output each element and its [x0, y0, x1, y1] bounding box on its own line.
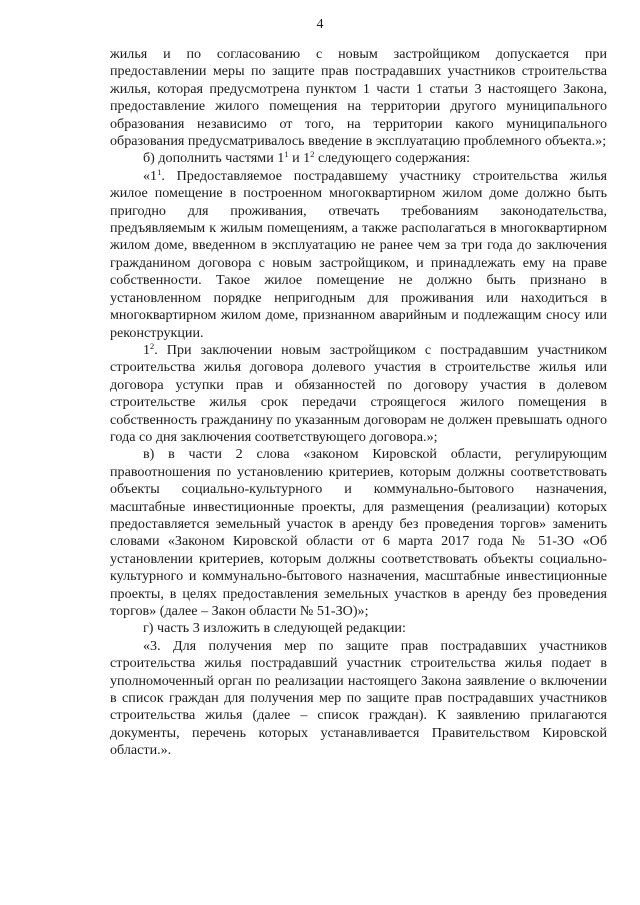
paragraph-part-3	[110, 638, 607, 760]
paragraph-text: б) дополнить частями 1	[143, 150, 285, 167]
superscript: 1	[284, 149, 289, 160]
paragraph-item-b	[110, 150, 607, 167]
paragraph-text: «3. Для получения мер по защите прав пострадавших участников строительства жилья пострадавший участник строительства жилья подает в уполномоченный орган по реализации настоящего Закона заявление о включении в список граждан для получения мер по защите прав пострадавших участников строительства жилья (далее – список граждан). К заявлению прилагаются документы, перечень которых устанавливается Правительством Кировской области.».	[110, 637, 607, 759]
paragraph-text: и 1	[288, 150, 311, 167]
paragraph-part-1-1	[110, 168, 607, 342]
paragraph-text: в) в части 2 слова «законом Кировской области, регулирующим правоотношения по установлению критериев, которым должны соответствовать объекты социально-культурного и коммунально-бытового назначения, масштабные инвестиционные проекты, для размещения (реализации) которых предоставляется земельный участок в аренду без проведения торгов» заменить словами «Законом Кировской области от 6 марта 2017 года № 51-ЗО «Об установлении критериев, которым должны соответствовать объекты социально-культурного и коммунально-бытового назначения, масштабные инвестиционные проекты, в целях предоставления земельных участков в аренду без проведения торгов» (далее – Закон области № 51-ЗО)»;	[110, 446, 607, 619]
paragraph-text: г) часть 3 изложить в следующей редакции:	[143, 620, 406, 637]
paragraph-item-v	[110, 446, 607, 620]
paragraph-text: 1	[143, 341, 151, 358]
paragraph-item-g	[110, 620, 607, 637]
page-number: 4	[316, 17, 324, 32]
paragraph-continuation	[110, 46, 607, 150]
paragraph-text: следующего содержания:	[314, 150, 471, 167]
superscript: 2	[310, 149, 315, 160]
paragraph-part-1-2	[110, 342, 607, 446]
superscript: 2	[150, 340, 155, 351]
superscript: 1	[157, 166, 162, 177]
paragraph-text: «1	[143, 167, 158, 184]
document-body	[110, 46, 607, 760]
paragraph-text: . При заключении новым застройщиком с пострадавшим участником строительства жилья договора долевого участия в строительстве жилья или договора уступки прав и обязанностей по договору участия в долевом строительстве жилья срок передачи строящегося жилого помещения в собственность гражданину по указанным договорам не должен превышать одного года со дня заключения соответствующего договора.»;	[110, 341, 607, 445]
paragraph-text: жилья и по согласованию с новым застройщиком допускается при предоставлении меры по защите прав пострадавших участников строительства жилья, которая предусмотрена пунктом 1 части 1 статьи 3 настоящего Закона, предоставление жилого помещения на территории другого муниципального образования независимо от того, на территории какого муниципального образования предусматривалось введение в эксплуатацию проблемного объекта.»;	[110, 46, 607, 150]
paragraph-text: . Предоставляемое пострадавшему участнику строительства жилья жилое помещение в построенном многоквартирном жилом доме должно быть пригодно для проживания, отвечать требованиям законодательства, предъявляемым к жилым помещениям, а также располагаться в многоквартирном жилом доме, введенном в эксплуатацию не ранее чем за три года до заключения гражданином договора с новым застройщиком, и принадлежать ему на праве собственности. Такое жилое помещение не должно быть признано в установленном порядке непригодным для проживания или находиться в многоквартирном жилом доме, признанном аварийным и подлежащим сносу или реконструкции.	[110, 167, 607, 341]
